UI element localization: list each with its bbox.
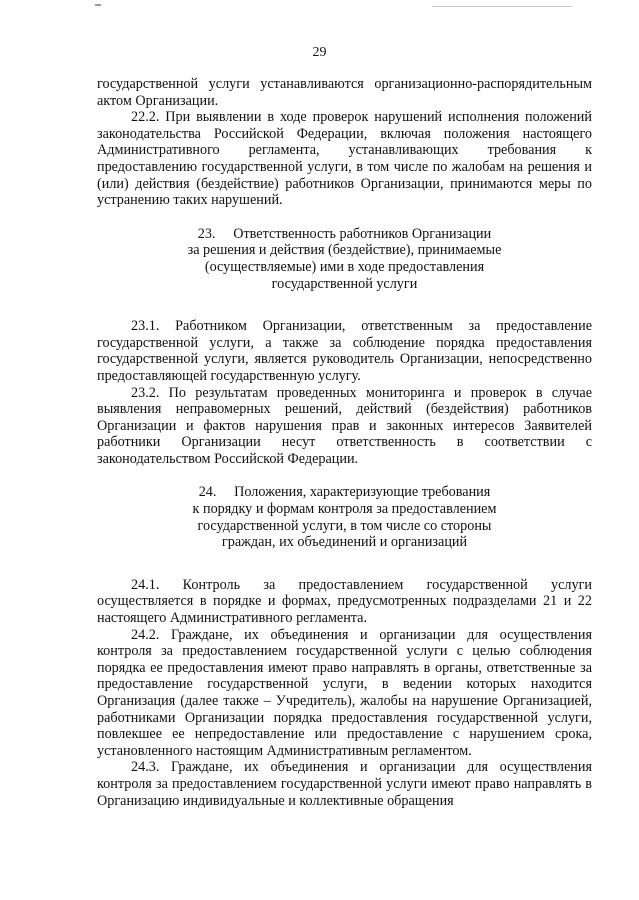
- paragraph-24-1: 24.1. Контроль за предоставлением государственной услуги осуществляется в порядке и формах, предусмотренных подразделами 21 и 22 настоящего Административного регламента.: [97, 576, 592, 627]
- section-heading-23: [97, 226, 592, 292]
- paragraph-22-2: 22.2. При выявлении в ходе проверок нарушений исполнения положений законодательства Российской Федерации, включая положения настоящего Административного регламента, устанавливающих требования к предоставлению государственной услуги, в том числе по жалобам на решения и (или) действия (бездействие) работников Организации, принимаются меры по устранению таких нарушений.: [97, 109, 592, 209]
- page-number: 29: [312, 45, 327, 60]
- scan-artifact-right: [432, 6, 572, 7]
- heading-line: 24. Положения, характеризующие требования: [198, 484, 491, 501]
- heading-line: (осуществляемые) ими в ходе предоставления: [204, 258, 485, 275]
- scan-artifact-left: [95, 4, 101, 6]
- paragraph-23-1: 23.1. Работником Организации, ответственным за предоставление государственной услуги, а также за соблюдение порядка предоставления государственной услуги, является руководитель Организации, непосредственно предоставляющей государственную услугу.: [97, 318, 592, 384]
- heading-line: 23. Ответственность работников Организации: [197, 225, 492, 242]
- paragraph-24-3: 24.3. Граждане, их объединения и организации для осуществления контроля за предоставлением государственной услуги имеют право направлять в Организацию индивидуальные и коллективные обращения: [97, 759, 592, 809]
- heading-line: за решения и действия (бездействие), принимаемые: [187, 242, 502, 259]
- paragraph-continuation: государственной услуги устанавливаются организационно-распорядительным актом Организации.: [97, 76, 592, 109]
- heading-line: граждан, их объединений и организаций: [221, 534, 468, 551]
- document-body: [97, 76, 592, 809]
- heading-line: государственной услуги: [271, 275, 418, 292]
- section-heading-24: [97, 484, 592, 550]
- heading-line: к порядку и формам контроля за предоставлением: [192, 501, 497, 518]
- paragraph-24-2: 24.2. Граждане, их объединения и организации для осуществления контроля за предоставлением государственной услуги с целью соблюдения порядка ее предоставления имеют право направлять в органы, ответственные за предоставление государственной услуги, в ведении которых находится Организация (далее также – Учредитель), жалобы на нарушение Организацией, работниками Организации порядка предоставления государственной услуги, повлекшее ее непредоставление или предоставление с нарушением срока, установленного настоящим Административным регламентом.: [97, 626, 592, 759]
- paragraph-23-2: 23.2. По результатам проведенных мониторинга и проверок в случае выявления неправомерных решений, действий (бездействия) работников Организации и фактов нарушения прав и законных интересов Заявителей работники Организации несут ответственность в соответствии с законодательством Российской Федерации.: [97, 384, 592, 467]
- heading-line: государственной услуги, в том числе со стороны: [197, 517, 492, 534]
